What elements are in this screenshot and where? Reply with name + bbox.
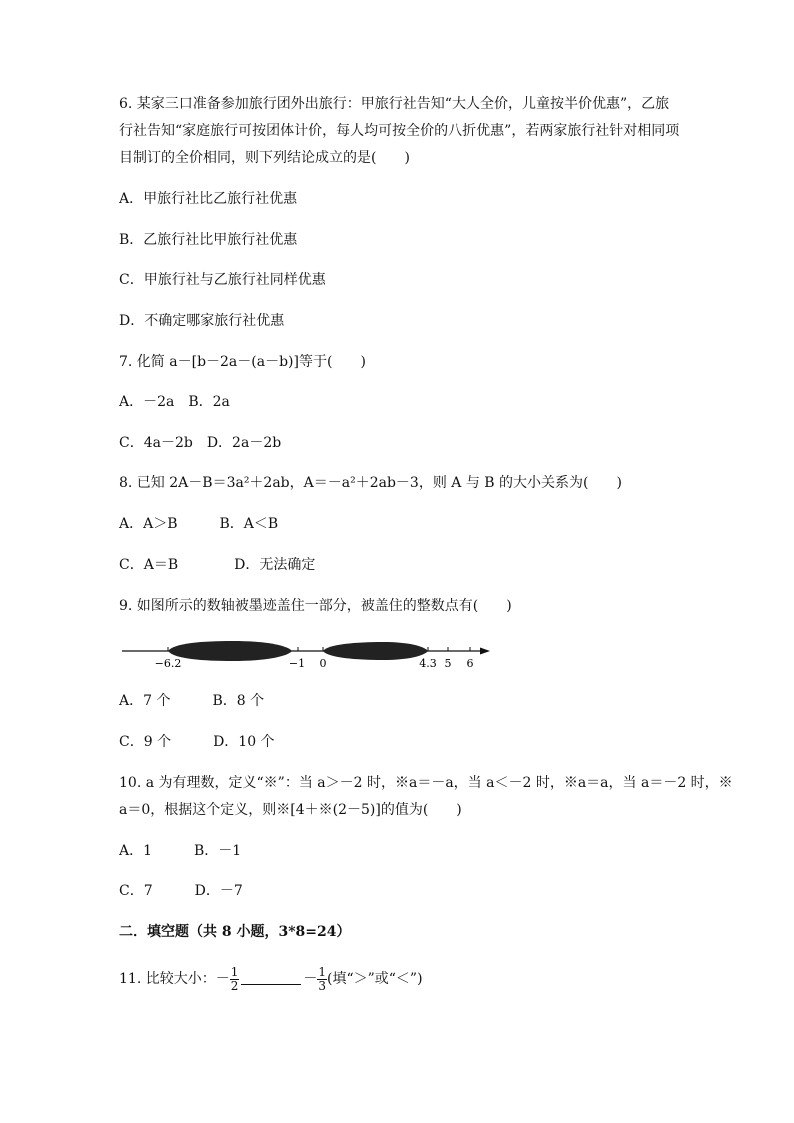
q9-stem: 9. 如图所示的数轴被墨迹盖住一部分，被盖住的整数点有( ) [119,598,512,614]
q11-fraction-1 [230,966,240,993]
fraction-denominator: 2 [230,978,239,993]
q11-fraction-2 [317,966,327,993]
q6-option-d: D．不确定哪家旅行社优惠 [119,313,285,329]
q11-frac1-sign: － [215,971,230,987]
q10-line2: a＝0，根据这个定义，则※[4＋※(2－5)]的值为( ) [119,802,462,818]
q9-options-ab: A．7 个 B．8 个 [119,693,265,709]
arrow-right-icon [480,648,490,655]
q10-line1: 10. a 为有理数，定义“※”：当 a＞－2 时，※a＝－a，当 a＜－2 时，※a＝a，当 a＝－2 时，※ [119,775,733,791]
tick-label: −6.2 [154,657,182,670]
q6-line3: 目制订的全价相同，则下列结论成立的是( ) [119,150,410,166]
fraction-numerator: 1 [230,964,239,979]
q11-prefix: 11. 比较大小： [119,971,216,987]
q8-stem: 8. 已知 2A－B＝3a²＋2ab，A＝－a²＋2ab－3，则 A 与 B 的大小关系为( ) [119,475,622,491]
tick-label: 0 [319,657,327,670]
tick-label: 6 [466,657,474,670]
q7-options-cd: C．4a－2b D．2a－2b [119,435,282,451]
tick-label: 4.3 [419,657,437,670]
tick-label: −1 [288,657,306,670]
q8-options-cd: C．A＝B D．无法确定 [119,557,316,573]
q6-option-b: B．乙旅行社比甲旅行社优惠 [119,232,298,248]
q7-options-ab: A．－2a B．2a [119,394,230,410]
ink-blot-right [323,642,428,660]
fraction-denominator: 3 [318,978,326,993]
q11-stem [119,964,423,994]
q8-options-ab: A．A＞B B．A＜B [119,516,279,532]
answer-blank[interactable] [241,970,301,985]
number-line-figure [118,638,498,672]
section-title: 二．填空题（共 8 小题，3*8=24） [119,924,351,940]
q9-options-cd: C．9 个 D．10 个 [119,734,275,750]
q6-line1: 6. 某家三口准备参加旅行团外出旅行：甲旅行社告知“大人全价，儿童按半价优惠”，乙旅 [119,96,670,112]
q6-option-c: C．甲旅行社与乙旅行社同样优惠 [119,272,326,288]
q11-suffix: (填“＞”或“＜”) [327,971,423,987]
tick-label: 5 [444,657,452,670]
q6-line2: 行社告知“家庭旅行可按团体计价，每人均可按全价的八折优惠”，若两家旅行社针对相同项 [119,123,680,139]
ink-blot-left [168,641,292,661]
q10-options-cd: C．7 D．－7 [119,883,243,899]
q11-frac2-sign: － [303,971,318,987]
q10-options-ab: A．1 B．－1 [119,843,242,859]
q6-option-a: A．甲旅行社比乙旅行社优惠 [119,191,298,207]
fraction-numerator: 1 [318,964,326,979]
q7-stem: 7. 化简 a－[b－2a－(a－b)]等于( ) [119,354,366,370]
